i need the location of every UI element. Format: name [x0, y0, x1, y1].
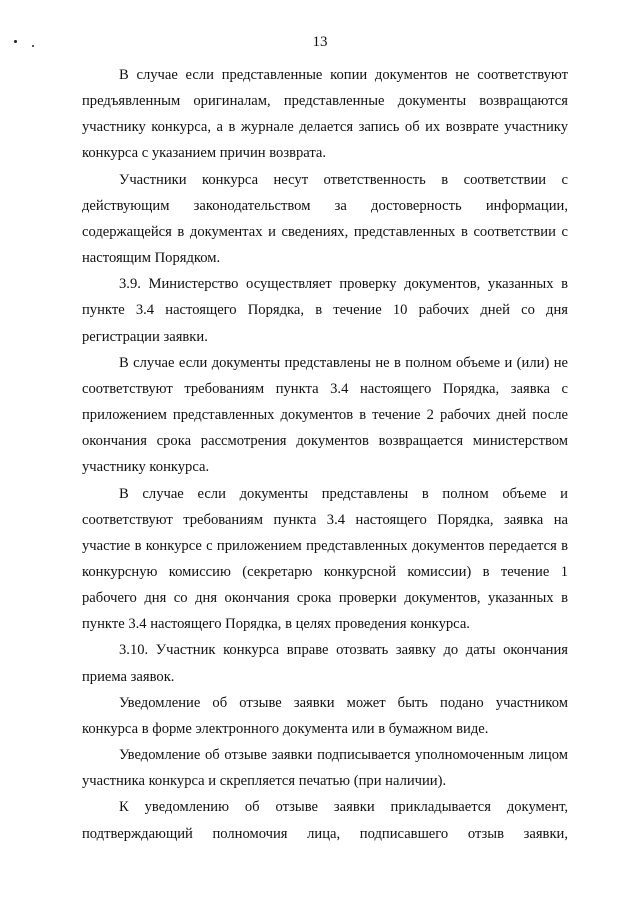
- paragraph-complete-documents: В случае если документы представлены в полном объеме и соответствуют требованиям пункта 3.4 настоящего Порядка, заявка на участие в конкурсе с приложением представленных документов передается в конкурсную комиссию (секретарю конкурсной комиссии) в течение 1 рабочего дня со дня окончания срока проверки документов, указанных в пункте 3.4 настоящего Порядка, в целях проведения конкурса.: [82, 485, 568, 633]
- paragraph-3-10-withdrawal: 3.10. Участник конкурса вправе отозвать заявку до даты окончания приема заявок.: [82, 642, 568, 685]
- paragraph-withdrawal-notice-signing: Уведомление об отзыве заявки подписывается уполномоченным лицом участника конкурса и скрепляется печатью (при наличии).: [82, 747, 568, 790]
- document-body: [82, 62, 568, 847]
- paragraph-participant-responsibility: Участники конкурса несут ответственность в соответствии с действующим законодательством за достоверность информации, содержащейся в документах и сведениях, представленных в соответствии с настоящим Порядком.: [82, 171, 568, 267]
- paragraph-copies-mismatch: В случае если представленные копии документов не соответствуют предъявленным оригиналам, представленные документы возвращаются участнику конкурса, а в журнале делается запись об их возврате участнику конкурса с указанием причин возврата.: [82, 67, 568, 162]
- paragraph-withdrawal-notice-form: Уведомление об отзыве заявки может быть подано участником конкурса в форме электронного документа или в бумажном виде.: [82, 694, 568, 737]
- page-number: 13: [312, 34, 328, 50]
- paragraph-3-9-document-check: 3.9. Министерство осуществляет проверку документов, указанных в пункте 3.4 настоящего Порядка, в течение 10 рабочих дней со дня регистрации заявки.: [82, 276, 568, 345]
- paragraph-incomplete-documents: В случае если документы представлены не в полном объеме и (или) не соответствуют требованиям пункта 3.4 настоящего Порядка, заявка с приложением представленных документов в течение 2 рабочих дней после окончания срока рассмотрения документов возвращается министерством участнику конкурса.: [82, 354, 568, 476]
- paragraph-withdrawal-attachment: К уведомлению об отзыве заявки прикладывается документ, подтверждающий полномочия лица, подписавшего отзыв заявки,: [82, 799, 568, 842]
